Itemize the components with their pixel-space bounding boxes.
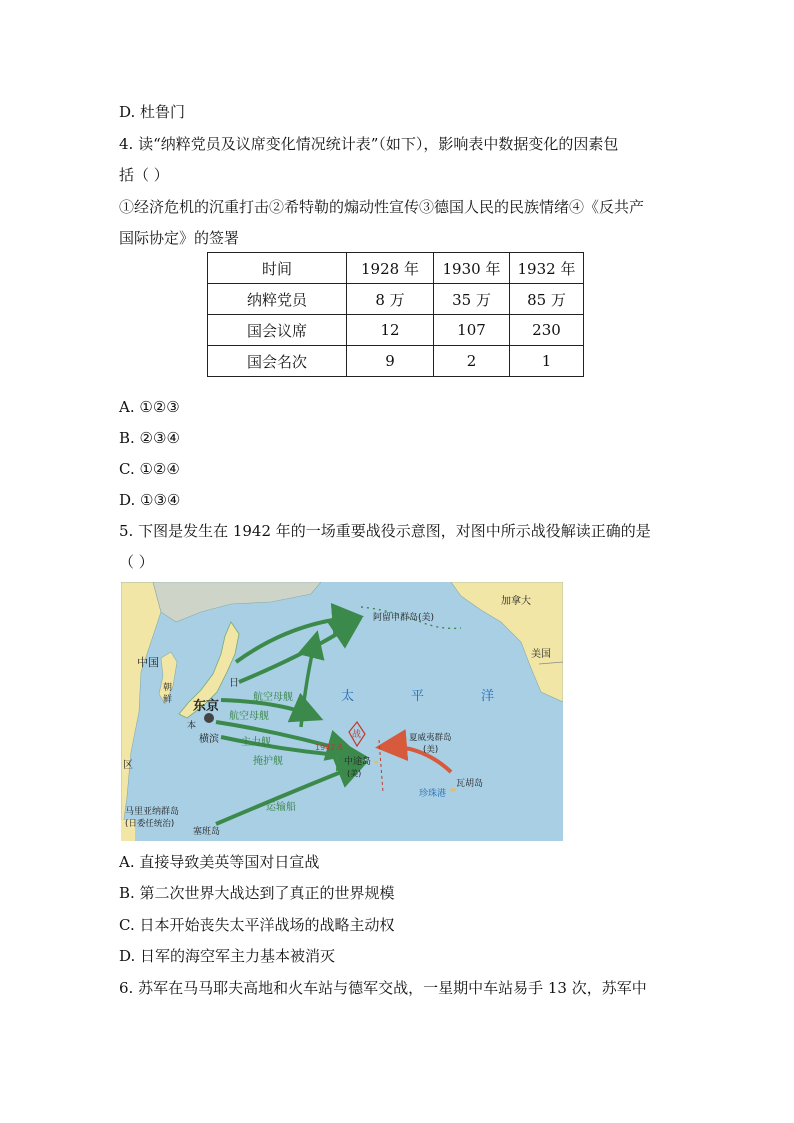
label-carrier-2: 航空母舰 (229, 711, 269, 722)
label-yokohama: 横滨 (199, 734, 219, 745)
label-oahu: 瓦胡岛 (456, 779, 484, 789)
table-row (208, 346, 584, 377)
label-escort: 掩护舰 (253, 756, 283, 767)
q4-stem-line-2: 括（ ） (119, 166, 169, 184)
table-header-cell: 1928 年 (347, 253, 434, 284)
label-tokyo: 东京 (193, 699, 220, 714)
table-cell: 8 万 (347, 284, 434, 315)
label-battle: 战 (352, 730, 362, 740)
q5-option-a: A. 直接导致美英等国对日宣战 (119, 853, 320, 871)
table-cell: 1 (510, 346, 584, 377)
label-aleutian: 阿留申群岛(美) (373, 613, 435, 623)
midway-island (374, 761, 378, 764)
label-japan: 日 (229, 678, 239, 689)
label-japan-ben: 本 (187, 721, 197, 731)
table-header-row (208, 253, 584, 284)
q5-stem-line-1: 5. 下图是发生在 1942 年的一场重要战役示意图，对图中所示战役解读正确的是 (119, 522, 651, 540)
table-cell: 12 (347, 315, 434, 346)
tokyo-marker (204, 713, 214, 723)
label-pearl: 珍珠港 (419, 789, 447, 799)
table-cell: 9 (347, 346, 434, 377)
table-cell: 85 万 (510, 284, 584, 315)
q4-option-c: C. ①②④ (119, 460, 180, 478)
q4-option-b: B. ②③④ (119, 429, 180, 447)
label-midway: 中途岛 (344, 757, 372, 767)
label-marianas-2: (日委任统治) (125, 819, 175, 829)
q4-items-line-2: 国际协定》的签署 (119, 229, 240, 247)
label-usa: 美国 (531, 649, 551, 660)
table-cell: 35 万 (434, 284, 510, 315)
q3-option-d: D. 杜鲁门 (119, 103, 186, 121)
label-transport: 运输船 (266, 802, 296, 813)
table-header-cell: 1932 年 (510, 253, 584, 284)
label-pacific-3: 洋 (481, 689, 495, 704)
nazi-statistics-table (207, 252, 584, 377)
label-pacific-2: 平 (411, 689, 425, 704)
q5-stem-line-2: （ ） (119, 553, 154, 571)
table-row (208, 315, 584, 346)
q4-items-line-1: ①经济危机的沉重打击②希特勒的煽动性宣传③德国人民的民族情绪④《反共产 (119, 198, 645, 216)
label-qu: 区 (123, 760, 133, 771)
label-korea-2: 鲜 (163, 695, 173, 705)
table-cell: 2 (434, 346, 510, 377)
q4-option-d: D. ①③④ (119, 491, 181, 509)
q6-stem-line-1: 6. 苏军在马马耶夫高地和火车站与德军交战，一星期中车站易手 13 次，苏军中 (119, 979, 647, 997)
q5-option-d: D. 日军的海空军主力基本被消灭 (119, 947, 336, 965)
table-row (208, 284, 584, 315)
table-cell: 国会名次 (208, 346, 347, 377)
label-date: 1942.6 (315, 743, 343, 752)
label-hawaii-1: 夏威夷群岛 (409, 733, 452, 743)
label-carrier-1: 航空母舰 (253, 692, 293, 703)
label-canada: 加拿大 (501, 596, 531, 607)
label-hawaii-2: (美) (423, 745, 439, 755)
label-midway-us: (美) (347, 769, 362, 778)
table-cell: 107 (434, 315, 510, 346)
label-marianas-1: 马里亚纳群岛 (125, 807, 180, 817)
q4-option-a: A. ①②③ (119, 398, 180, 416)
q5-option-b: B. 第二次世界大战达到了真正的世界规模 (119, 884, 395, 902)
midway-battle-map (121, 582, 563, 841)
label-korea-1: 朝 (163, 683, 173, 693)
q4-stem-line-1: 4. 读“纳粹党员及议席变化情况统计表”（如下），影响表中数据变化的因素包 (119, 135, 619, 153)
label-battleship: 主力舰 (241, 737, 271, 748)
q5-option-c: C. 日本开始丧失太平洋战场的战略主动权 (119, 916, 395, 934)
table-cell: 230 (510, 315, 584, 346)
table-header-cell: 时间 (208, 253, 347, 284)
label-china: 中国 (137, 656, 159, 669)
table-cell: 国会议席 (208, 315, 347, 346)
label-saipan: 塞班岛 (193, 827, 221, 837)
table-cell: 纳粹党员 (208, 284, 347, 315)
label-pacific-1: 太 (341, 689, 355, 704)
table-header-cell: 1930 年 (434, 253, 510, 284)
